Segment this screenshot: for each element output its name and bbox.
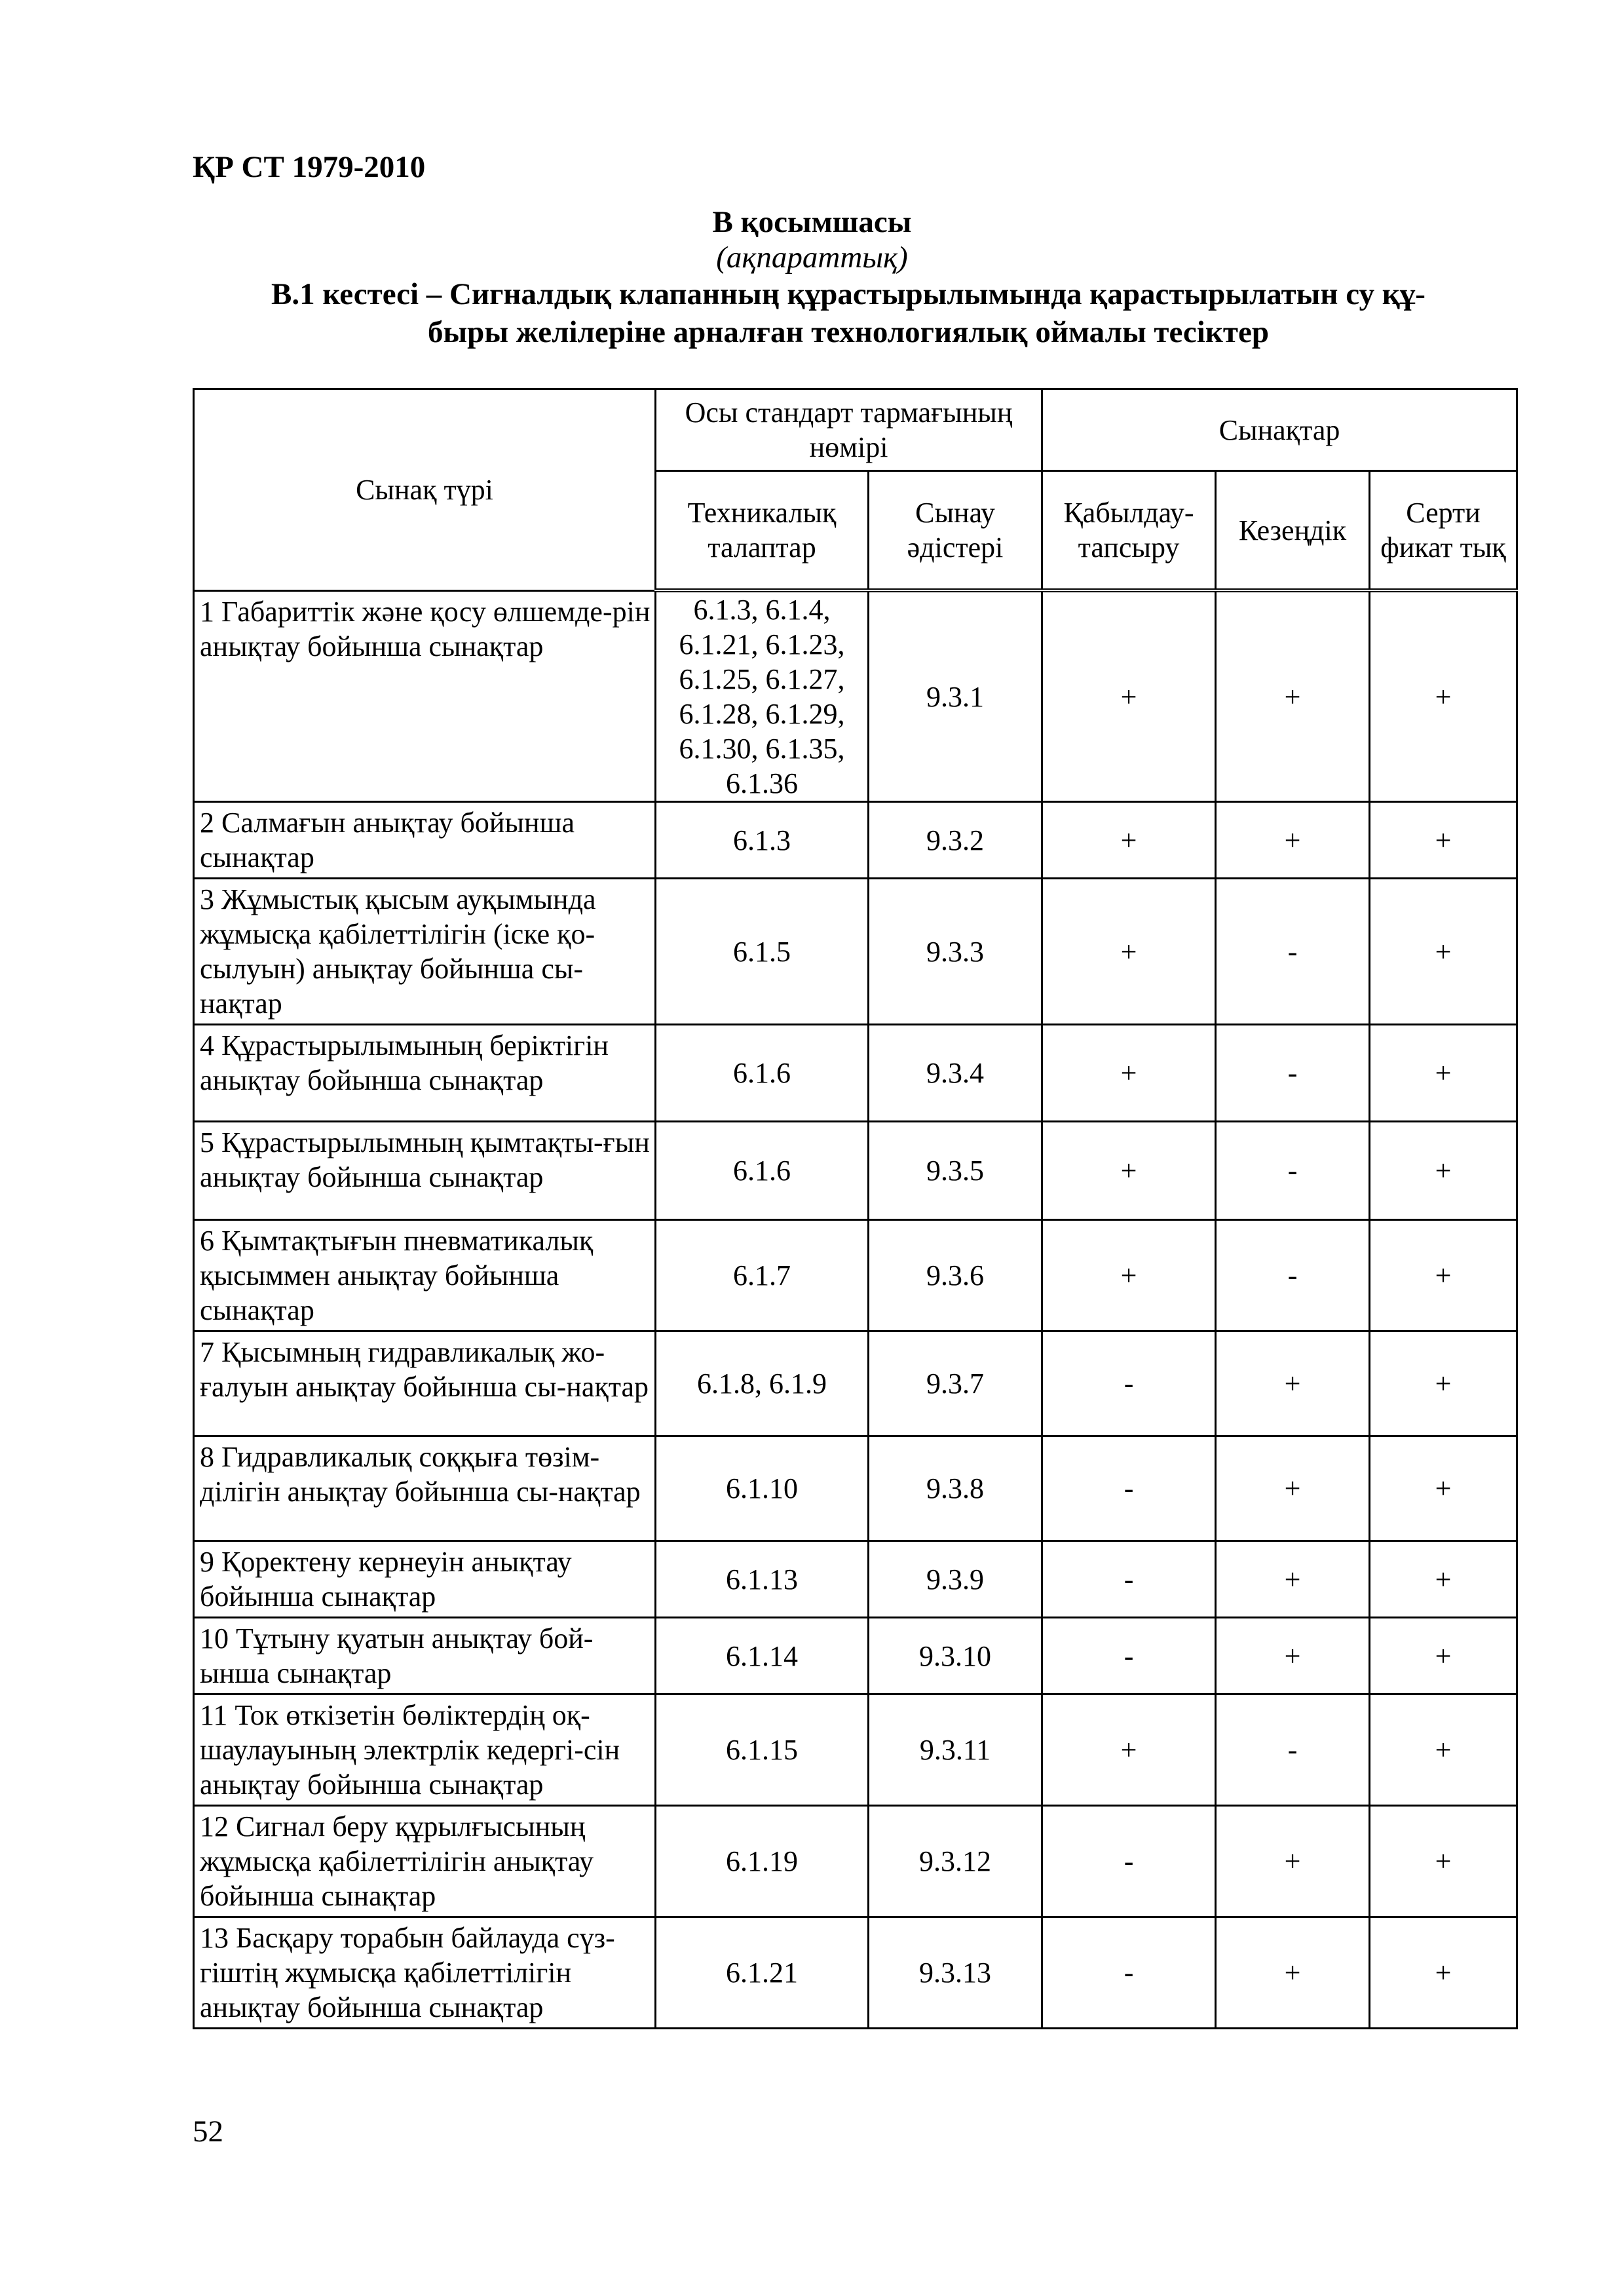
row-certification-mark: + xyxy=(1370,1025,1517,1122)
row-tech-requirements: 6.1.14 xyxy=(656,1618,869,1694)
row-tech-requirements: 6.1.5 xyxy=(656,879,869,1025)
table-row xyxy=(194,1220,1517,1331)
table-row xyxy=(194,1917,1517,2029)
col-header-clause-group: Осы стандарт тармағының нөмірі xyxy=(656,389,1042,471)
row-test-method: 9.3.2 xyxy=(869,802,1042,879)
row-test-method: 9.3.6 xyxy=(869,1220,1042,1331)
row-test-method: 9.3.12 xyxy=(869,1806,1042,1917)
appendix-subtitle: (ақпараттық) xyxy=(716,240,908,275)
row-certification-mark: + xyxy=(1370,1220,1517,1331)
row-periodic-mark: + xyxy=(1216,1618,1370,1694)
table-row xyxy=(194,1436,1517,1541)
row-test-name: 8 Гидравликалық соққыға төзім-ділігін анықтау бойынша сы-нақтар xyxy=(194,1436,656,1541)
row-acceptance-mark: + xyxy=(1042,802,1216,879)
row-acceptance-mark: + xyxy=(1042,1694,1216,1806)
row-tech-requirements: 6.1.6 xyxy=(656,1025,869,1122)
tests-table xyxy=(193,388,1518,2029)
row-test-name: 9 Қоректену кернеуін анықтау бойынша сынақтар xyxy=(194,1541,656,1618)
col-header-certification: Серти фикат тық xyxy=(1370,471,1517,591)
row-test-method: 9.3.3 xyxy=(869,879,1042,1025)
row-periodic-mark: - xyxy=(1216,1122,1370,1220)
row-test-name: 6 Қымтақтығын пневматикалық қысыммен анықтау бойынша сынақтар xyxy=(194,1220,656,1331)
col-header-periodic: Кезеңдік xyxy=(1216,471,1370,591)
col-header-test-type: Сынақ түрі xyxy=(194,389,656,591)
row-test-method: 9.3.9 xyxy=(869,1541,1042,1618)
table-row xyxy=(194,1806,1517,1917)
row-certification-mark: + xyxy=(1370,1436,1517,1541)
row-test-name: 3 Жұмыстық қысым ауқымында жұмысқа қабілеттілігін (іске қо-сылуын) анықтау бойынша сы-нақтар xyxy=(194,879,656,1025)
row-test-method: 9.3.5 xyxy=(869,1122,1042,1220)
appendix-title: В қосымшасы xyxy=(712,205,912,239)
row-test-name: 13 Басқару торабын байлауда сүз-гіштің жұмысқа қабілеттілігін анықтау бойынша сынақтар xyxy=(194,1917,656,2029)
col-header-tech-requirements: Техникалық талаптар xyxy=(656,471,869,591)
row-certification-mark: + xyxy=(1370,1541,1517,1618)
col-header-tests-group: Сынақтар xyxy=(1042,389,1517,471)
row-periodic-mark: - xyxy=(1216,879,1370,1025)
row-tech-requirements: 6.1.3, 6.1.4, 6.1.21, 6.1.23, 6.1.25, 6.1.27, 6.1.28, 6.1.29, 6.1.30, 6.1.35, 6.1.36 xyxy=(656,590,869,802)
row-certification-mark: + xyxy=(1370,1806,1517,1917)
row-test-method: 9.3.1 xyxy=(869,590,1042,802)
table-row xyxy=(194,1025,1517,1122)
row-acceptance-mark: + xyxy=(1042,590,1216,802)
row-certification-mark: + xyxy=(1370,802,1517,879)
row-periodic-mark: + xyxy=(1216,1806,1370,1917)
row-certification-mark: + xyxy=(1370,1618,1517,1694)
row-tech-requirements: 6.1.21 xyxy=(656,1917,869,2029)
row-tech-requirements: 6.1.8, 6.1.9 xyxy=(656,1331,869,1436)
row-test-method: 9.3.7 xyxy=(869,1331,1042,1436)
row-periodic-mark: - xyxy=(1216,1025,1370,1122)
row-periodic-mark: + xyxy=(1216,1917,1370,2029)
row-tech-requirements: 6.1.15 xyxy=(656,1694,869,1806)
table-row xyxy=(194,802,1517,879)
table-caption-line-2: быры желілеріне арналған технологиялық оймалы тесіктер xyxy=(427,315,1269,349)
row-periodic-mark: + xyxy=(1216,802,1370,879)
row-test-method: 9.3.8 xyxy=(869,1436,1042,1541)
row-tech-requirements: 6.1.13 xyxy=(656,1541,869,1618)
table-row xyxy=(194,1122,1517,1220)
row-periodic-mark: + xyxy=(1216,1541,1370,1618)
row-acceptance-mark: - xyxy=(1042,1541,1216,1618)
row-periodic-mark: - xyxy=(1216,1220,1370,1331)
row-test-name: 12 Сигнал беру құрылғысының жұмысқа қабілеттілігін анықтау бойынша сынақтар xyxy=(194,1806,656,1917)
row-test-name: 1 Габариттік және қосу өлшемде-рін анықтау бойынша сынақтар xyxy=(194,590,656,802)
row-tech-requirements: 6.1.3 xyxy=(656,802,869,879)
row-acceptance-mark: - xyxy=(1042,1436,1216,1541)
row-test-method: 9.3.10 xyxy=(869,1618,1042,1694)
row-acceptance-mark: - xyxy=(1042,1618,1216,1694)
row-acceptance-mark: - xyxy=(1042,1806,1216,1917)
row-tech-requirements: 6.1.19 xyxy=(656,1806,869,1917)
row-test-method: 9.3.11 xyxy=(869,1694,1042,1806)
row-test-name: 11 Ток өткізетін бөліктердің оқ-шаулауының электрлік кедергі-сін анықтау бойынша сынақтар xyxy=(194,1694,656,1806)
row-test-method: 9.3.4 xyxy=(869,1025,1042,1122)
row-tech-requirements: 6.1.10 xyxy=(656,1436,869,1541)
table-row xyxy=(194,879,1517,1025)
row-certification-mark: + xyxy=(1370,1917,1517,2029)
col-header-test-methods: Сынау әдістері xyxy=(869,471,1042,591)
row-certification-mark: + xyxy=(1370,590,1517,802)
row-certification-mark: + xyxy=(1370,879,1517,1025)
row-periodic-mark: + xyxy=(1216,590,1370,802)
row-acceptance-mark: + xyxy=(1042,879,1216,1025)
table-row xyxy=(194,590,1517,802)
row-tech-requirements: 6.1.7 xyxy=(656,1220,869,1331)
row-acceptance-mark: + xyxy=(1042,1220,1216,1331)
table-row xyxy=(194,1694,1517,1806)
row-test-name: 2 Салмағын анықтау бойынша сынақтар xyxy=(194,802,656,879)
row-test-method: 9.3.13 xyxy=(869,1917,1042,2029)
row-test-name: 10 Тұтыну қуатын анықтау бой-ынша сынақтар xyxy=(194,1618,656,1694)
row-test-name: 4 Құрастырылымының беріктігін анықтау бойынша сынақтар xyxy=(194,1025,656,1122)
col-header-acceptance: Қабылдау-тапсыру xyxy=(1042,471,1216,591)
row-acceptance-mark: - xyxy=(1042,1331,1216,1436)
table-caption xyxy=(197,275,1500,351)
row-certification-mark: + xyxy=(1370,1694,1517,1806)
table-row xyxy=(194,1618,1517,1694)
row-periodic-mark: + xyxy=(1216,1436,1370,1541)
row-acceptance-mark: + xyxy=(1042,1122,1216,1220)
row-test-name: 5 Құрастырылымның қымтақты-ғын анықтау бойынша сынақтар xyxy=(194,1122,656,1220)
table-row xyxy=(194,1331,1517,1436)
row-periodic-mark: + xyxy=(1216,1331,1370,1436)
table-row xyxy=(194,1541,1517,1618)
row-tech-requirements: 6.1.6 xyxy=(656,1122,869,1220)
row-acceptance-mark: + xyxy=(1042,1025,1216,1122)
page-number: 52 xyxy=(193,2114,223,2149)
row-test-name: 7 Қысымның гидравликалық жо-ғалуын анықтау бойынша сы-нақтар xyxy=(194,1331,656,1436)
document-code: ҚР СТ 1979-2010 xyxy=(193,150,426,184)
row-periodic-mark: - xyxy=(1216,1694,1370,1806)
row-certification-mark: + xyxy=(1370,1331,1517,1436)
row-acceptance-mark: - xyxy=(1042,1917,1216,2029)
table-caption-line-1: В.1 кестесі – Сигналдық клапанның құрастырылымында қарастырылатын су құ- xyxy=(271,277,1426,311)
row-certification-mark: + xyxy=(1370,1122,1517,1220)
